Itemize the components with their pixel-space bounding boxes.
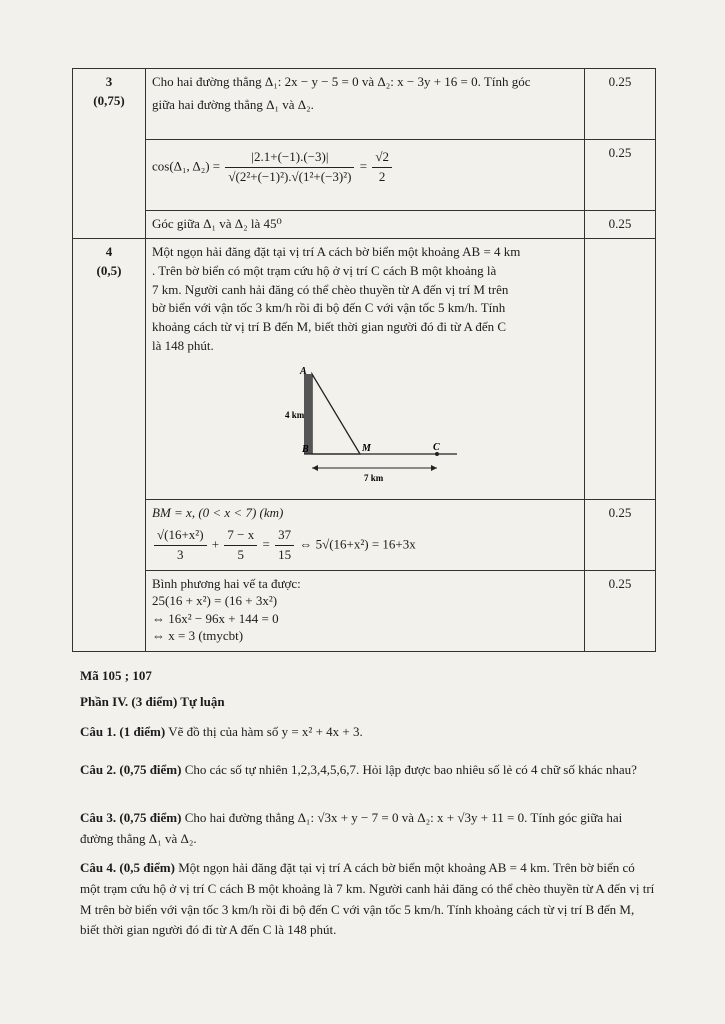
angle-cell: Góc giữa Δ₁ và Δ₂ là 45⁰ [146,211,585,239]
eq-den1: 3 [177,546,184,562]
eq-tail: ⇔ 5√(16+x²) = 16+3x [299,536,416,552]
statement-cell [146,69,585,140]
cos-lhs: cos(Δ₁, Δ₂) = [152,158,221,174]
eq-num3: 37 [275,526,294,546]
statement-line: giữa hai đường thẳng Δ₁ và Δ₂. [152,96,314,112]
statement-line: khoảng cách từ vị trí B đến M, biết thời gian người đó đi từ A đến C [152,319,507,335]
equation-line: $\frac{\text{√(16+x²)}}{3}$ + $\frac{7 - x}{5}$ = $\frac{37}{15}$ ⇔ 5√(16+x²) = 16+3x [152,526,578,565]
score-cell: 0.25 [585,211,656,239]
statement-line: bờ biển với vận tốc 3 km/h rồi đi bộ đến C với vận tốc 5 km/h. Tính [152,300,506,316]
cos-fraction [225,148,354,187]
table-row [73,238,656,499]
cos-result-num: √2 [372,148,392,168]
score-cell: 0.25 [585,140,656,211]
solution-cell [146,570,585,651]
table-row [73,69,656,140]
label-m: M [362,442,371,454]
eq-den2: 5 [237,546,245,562]
label-c: C [433,441,440,453]
solution-cell [146,499,585,570]
triangle-abm [312,374,360,454]
answer-table [72,68,656,652]
eq-num1: √(16+x²) [154,526,207,546]
table-row [73,499,656,570]
lighthouse-shade [304,374,312,454]
table-row [73,211,656,239]
solution-line: 25(16 + x²) = (16 + 3x²) [152,593,278,609]
part-title: Phần IV. (3 điểm) Tự luận [80,694,225,709]
statement-line: Cho hai đường thẳng Δ₁: 2x − y − 5 = 0 và Δ₂: x − 3y + 16 = 0. Tính góc [152,74,531,89]
question-number: 4 [105,243,113,259]
eq-num2: 7 − x [224,526,257,546]
lighthouse-diagram [282,366,462,486]
statement-line: Một ngọn hải đăng đặt tại vị trí A cách bờ biển một khoảng AB = 4 km [152,243,521,259]
question-points: (0,5) [96,262,122,278]
question-number-cell [73,238,146,651]
cos-result-den: 2 [378,168,386,184]
score-cell: 0.25 [585,570,656,651]
statement-cell [146,238,585,499]
arrow-right [431,465,437,471]
question-points: (0,75) [93,92,125,108]
eq-den3: 15 [278,546,292,562]
question-number: 3 [105,74,113,89]
cos-result [372,148,392,187]
exam-code: Mã 105 ; 107 [80,668,152,683]
question-2: Câu 2. (0,75 điểm) Cho các số tự nhiên 1,2,3,4,5,6,7. Hỏi lập được bao nhiêu số lẻ có 4 chữ số khác nhau? [80,762,637,777]
solution-line: Bình phương hai vế ta được: [152,575,301,591]
question-4: Câu 4. (0,5 điểm) Một ngọn hải đăng đặt tại vị trí A cách bờ biển một khoảng AB = 4 km. Trên bờ biển có một trạm cứu hộ ở vị trí C cách B một khoảng là 7 km. Người canh hải đăng có thể chèo thuyền từ A đến vị trí M trên bờ biển với vận tốc 3 km/h rồi đi bộ đến C với vận tốc 5 km/h. Tính khoảng cách từ vị trí B đến M, biết thời gian người đó đi từ A đến C là 148 phút. [80,860,655,938]
label-a: A [300,365,307,377]
statement-line: 7 km. Người canh hải đăng có thể chèo thuyền từ A đến vị trí M trên [152,281,509,297]
solution-cell: cos(Δ₁, Δ₂) = $\frac{|2.1+(-1).(-3)|}{\text{√(2²+(−1)²).√(1²+(−3)²)}}$ = $\frac{√2}{2}$ [146,140,585,211]
solution-line: BM = x, (0 < x < 7) (km) [152,504,284,520]
arrow-left [312,465,318,471]
label-b: B [302,443,309,455]
cos-numerator: |2.1+(−1).(−3)| [225,148,354,168]
label-ab: 4 km [285,409,305,420]
solution-line: ⇔ x = 3 (tmycbt) [152,628,244,644]
score-cell: 0.25 [585,499,656,570]
statement-line: là 148 phút. [152,338,214,354]
score-cell [585,238,656,499]
score-cell: 0.25 [585,69,656,140]
table-row [73,140,656,211]
table-row [73,570,656,651]
question-number-cell [73,69,146,239]
label-bc: 7 km [364,472,384,483]
question-1: Câu 1. (1 điểm) Vẽ đồ thị của hàm số y = x² + 4x + 3. [80,724,363,739]
cos-denominator: √(2²+(−1)²).√(1²+(−3)²) [228,168,352,184]
question-3: Câu 3. (0,75 điểm) Cho hai đường thẳng Δ₁: √3x + y − 7 = 0 và Δ₂: x + √3y + 11 = 0. Tính góc giữa hai đường thẳng Δ₁ và Δ₂. [80,810,623,846]
statement-line: . Trên bờ biển có một trạm cứu hộ ở vị trí C cách B một khoảng là [152,262,497,278]
solution-line: ⇔ 16x² − 96x + 144 = 0 [152,610,279,626]
